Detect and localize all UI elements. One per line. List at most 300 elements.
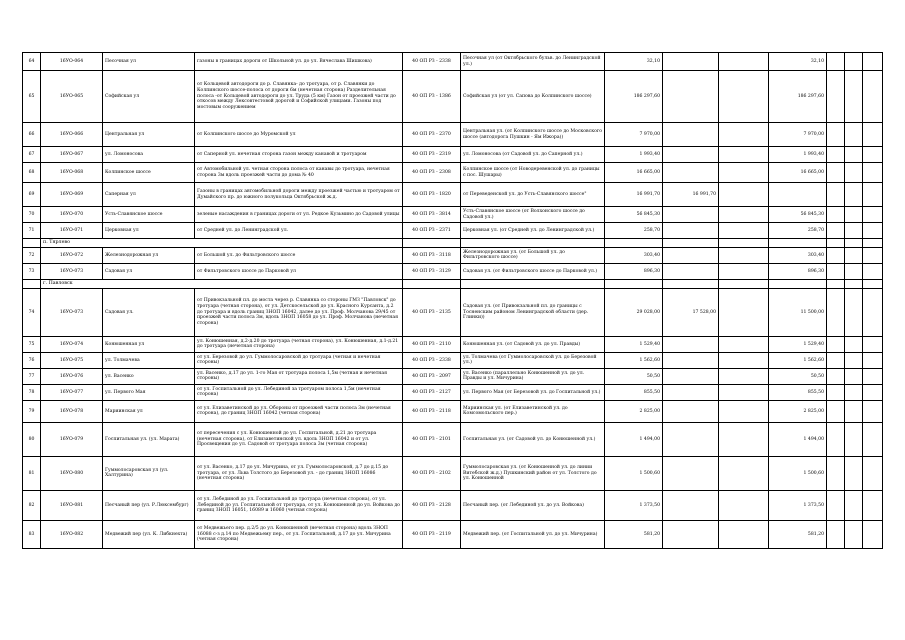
- street-name: ул. Толмачева: [103, 352, 195, 368]
- empty-cell: [863, 288, 883, 336]
- total-area: 896,30: [605, 263, 663, 279]
- road-boundaries: Гуммолосаровская ул. (от Конюшенной ул. до линии Витебской ж.д.) Пушкинский район от ул. Толстого до ул. Конюшенной: [461, 456, 605, 490]
- row-number: 70: [23, 207, 41, 223]
- total-area: 581,20: [605, 520, 663, 548]
- empty-cell: [863, 71, 883, 123]
- empty-cell: [827, 456, 845, 490]
- total-area: 1 500,60: [605, 456, 663, 490]
- empty-cell: [845, 207, 863, 223]
- street-name: Медвежий пер (ул. К. Либкнехта): [103, 520, 195, 548]
- empty-cell: [863, 368, 883, 384]
- total-area: 1 494,00: [605, 422, 663, 456]
- road-registry-number: 40 ОП РЗ - 2338: [403, 53, 461, 71]
- road-registry-number: 40 ОП РЗ - 2338: [403, 352, 461, 368]
- total-area: 29 028,00: [605, 288, 663, 336]
- empty-cell: [845, 352, 863, 368]
- row-number: 83: [23, 520, 41, 548]
- street-name: ул. Первого Мая: [103, 384, 195, 400]
- area-description: от Саперной ул. нечетная сторона газон между канавой и тротуаром: [195, 147, 403, 163]
- road-boundaries: Садовая ул. (от Фильтровского шоссе до Парковой ул.): [461, 263, 605, 279]
- road-boundaries: Медвежий пер. (от Госпитальной ул. до ул. Мичурина): [461, 520, 605, 548]
- road-registry-number: 40 ОП РЗ - 3129: [403, 263, 461, 279]
- area-col-4: 2 825,00: [769, 400, 827, 422]
- road-registry-number: 40 ОП РЗ - 2370: [403, 123, 461, 147]
- area-description: от ул. Лебединой до ул. Госпитальной до тротуара (нечетная сторона), от ул. Лебединой до ул. Госпитальной от тротуара, от ул. Конюшенной до ул. Войкова до границ ЗНОП 16051, 16089 и 16060 (четная сторона): [195, 490, 403, 520]
- section-spacer: [23, 239, 41, 248]
- area-col-2: [663, 71, 719, 123]
- area-col-3: [719, 368, 769, 384]
- area-col-3: [719, 456, 769, 490]
- object-code: 16УО-077: [41, 384, 103, 400]
- section-label: п. Тярлево: [41, 239, 403, 248]
- empty-cell: [845, 183, 863, 207]
- area-col-2: [663, 368, 719, 384]
- empty-cell: [769, 239, 827, 248]
- table-row: [23, 53, 883, 71]
- row-number: 74: [23, 288, 41, 336]
- area-col-3: [719, 207, 769, 223]
- empty-cell: [827, 422, 845, 456]
- table-row: [23, 422, 883, 456]
- object-code: 16УО-082: [41, 520, 103, 548]
- object-code: 16УО-080: [41, 456, 103, 490]
- area-col-4: 56 845,30: [769, 207, 827, 223]
- road-registry-number: 40 ОП РЗ - 2371: [403, 223, 461, 239]
- area-col-2: [663, 147, 719, 163]
- total-area: 1 529,40: [605, 336, 663, 352]
- area-col-2: [663, 263, 719, 279]
- empty-cell: [863, 422, 883, 456]
- empty-cell: [827, 71, 845, 123]
- total-area: 186 297,60: [605, 71, 663, 123]
- area-col-3: [719, 384, 769, 400]
- object-code: 16УО-073: [41, 288, 103, 336]
- area-description: от Большой ул. до Фильтровского шоссе: [195, 247, 403, 263]
- street-name: Усть-Славянское шоссе: [103, 207, 195, 223]
- road-boundaries: ул. Васенко (параллельно Конюшенной ул. до ул. Правды и ул. Мичурина): [461, 368, 605, 384]
- empty-cell: [827, 223, 845, 239]
- road-registry-number: 40 ОП РЗ - 2127: [403, 384, 461, 400]
- road-boundaries: ул. Толмачева (от Гуммолосаровской ул. до Березовой ул.): [461, 352, 605, 368]
- empty-cell: [827, 247, 845, 263]
- object-code: 16УО-066: [41, 123, 103, 147]
- road-boundaries: Усть-Славянское шоссе (от Волхонского шоссе до Садовой ул.): [461, 207, 605, 223]
- total-area: 16 665,00: [605, 163, 663, 183]
- table-body: [23, 53, 883, 549]
- object-code: 16УО-065: [41, 71, 103, 123]
- empty-cell: [863, 163, 883, 183]
- area-description: зеленые насаждения в границах дороги от ул. Редкое Кузьмино до Садовой улицы: [195, 207, 403, 223]
- table-row: [23, 288, 883, 336]
- empty-cell: [461, 279, 605, 288]
- empty-cell: [845, 490, 863, 520]
- row-number: 66: [23, 123, 41, 147]
- total-area: 56 845,30: [605, 207, 663, 223]
- road-registry-number: 40 ОП РЗ - 2110: [403, 336, 461, 352]
- empty-cell: [719, 279, 769, 288]
- object-code: 16УО-064: [41, 53, 103, 71]
- section-spacer: [23, 279, 41, 288]
- street-name: Мариинская ул: [103, 400, 195, 422]
- road-registry-number: 40 ОП РЗ - 2101: [403, 422, 461, 456]
- area-col-4: 1 993,40: [769, 147, 827, 163]
- object-code: 16УО-078: [41, 400, 103, 422]
- empty-cell: [845, 147, 863, 163]
- empty-cell: [827, 384, 845, 400]
- table-row: [23, 123, 883, 147]
- road-registry-number: 40 ОП РЗ - 2119: [403, 520, 461, 548]
- empty-cell: [845, 263, 863, 279]
- area-col-3: [719, 490, 769, 520]
- empty-cell: [845, 422, 863, 456]
- area-col-2: [663, 123, 719, 147]
- total-area: 7 970,00: [605, 123, 663, 147]
- section-row: [23, 279, 883, 288]
- empty-cell: [605, 239, 663, 248]
- row-number: 73: [23, 263, 41, 279]
- empty-cell: [769, 279, 827, 288]
- empty-cell: [827, 207, 845, 223]
- street-name: Церковная ул: [103, 223, 195, 239]
- area-col-2: [663, 223, 719, 239]
- road-registry-number: 40 ОП РЗ - 1820: [403, 183, 461, 207]
- street-name: Гуммолосаровская ул (ул. Халтурина): [103, 456, 195, 490]
- street-name: Железнодорожная ул: [103, 247, 195, 263]
- area-col-2: [663, 384, 719, 400]
- street-name: Центральная ул: [103, 123, 195, 147]
- empty-cell: [827, 123, 845, 147]
- object-code: 16УО-072: [41, 247, 103, 263]
- area-description: от Колпинского шоссе до Муромской ул: [195, 123, 403, 147]
- table-row: [23, 336, 883, 352]
- empty-cell: [403, 279, 461, 288]
- object-code: 16УО-081: [41, 490, 103, 520]
- empty-cell: [845, 163, 863, 183]
- object-code: 16УО-067: [41, 147, 103, 163]
- road-registry-number: 40 ОП РЗ - 1386: [403, 71, 461, 123]
- object-code: 16УО-079: [41, 422, 103, 456]
- road-registry-number: 40 ОП РЗ - 2118: [403, 400, 461, 422]
- empty-cell: [845, 123, 863, 147]
- road-boundaries: ул. Первого Мая (от Березовой ул. до Госпитальной ул.): [461, 384, 605, 400]
- table-row: [23, 71, 883, 123]
- area-col-2: [663, 336, 719, 352]
- area-col-4: [769, 183, 827, 207]
- total-area: 32,10: [605, 53, 663, 71]
- empty-cell: [863, 384, 883, 400]
- area-col-3: [719, 422, 769, 456]
- street-name: ул. Ломоносова: [103, 147, 195, 163]
- row-number: 67: [23, 147, 41, 163]
- area-description: от Фильтровского шоссе до Парковой ул: [195, 263, 403, 279]
- row-number: 69: [23, 183, 41, 207]
- area-description: от Кольцевой автодороги до р. Славянка- до тротуара, от р. Славянки до Колпинского шоссе-полоса от дороги 6м (нечетная сторона) Разделительная полоса -от Кольцевой автодороги до ул. Труда (5 км) Газон от проезжей части до откосов между Лексовтестовой дорогой и Софийской улицами. Газоны под мостовым сооружением: [195, 71, 403, 123]
- empty-cell: [827, 400, 845, 422]
- empty-cell: [863, 53, 883, 71]
- empty-cell: [863, 223, 883, 239]
- table-row: [23, 207, 883, 223]
- table-row: [23, 456, 883, 490]
- area-col-3: [719, 223, 769, 239]
- object-code: 16УО-068: [41, 163, 103, 183]
- area-col-4: 16 665,00: [769, 163, 827, 183]
- empty-cell: [827, 490, 845, 520]
- area-col-2: [663, 422, 719, 456]
- road-registry-number: 40 ОП РЗ - 2128: [403, 490, 461, 520]
- area-col-2: [663, 53, 719, 71]
- street-name: Саперная ул: [103, 183, 195, 207]
- road-registry-number: 40 ОП РЗ - 3814: [403, 207, 461, 223]
- area-col-4: 186 297,60: [769, 71, 827, 123]
- table-row: [23, 247, 883, 263]
- empty-cell: [605, 279, 663, 288]
- road-boundaries: Садовая ул. (от Привокзальной пл. до границы с Тосненским районом Ленинградской области (дер. Глинки)): [461, 288, 605, 336]
- empty-cell: [663, 239, 719, 248]
- road-registry-number: 40 ОП РЗ - 2097: [403, 368, 461, 384]
- table-row: [23, 520, 883, 548]
- area-col-3: [719, 336, 769, 352]
- empty-cell: [863, 336, 883, 352]
- empty-cell: [845, 456, 863, 490]
- road-registry-number: 40 ОП РЗ - 2319: [403, 147, 461, 163]
- area-description: от пересечения с ул. Конюшенной до ул. Госпитальной, д.21 до тротуара (нечетная сторона), от Елизаветинской ул. вдоль ЗНОП 16042 и от ул. Просвещения до ул. Садовой от тротуара полоса 3м (четная сторона): [195, 422, 403, 456]
- street-name: Садовая ул.: [103, 288, 195, 336]
- object-code: 16УО-074: [41, 336, 103, 352]
- road-boundaries: Госпитальная ул. (от Садовой ул. до Конюшенной ул.): [461, 422, 605, 456]
- row-number: 82: [23, 490, 41, 520]
- area-col-4: 258,70: [769, 223, 827, 239]
- area-col-3: [719, 288, 769, 336]
- total-area: 1 993,40: [605, 147, 663, 163]
- empty-cell: [863, 207, 883, 223]
- table-row: [23, 183, 883, 207]
- area-col-3: [719, 400, 769, 422]
- road-boundaries: Колпинское шоссе (от Новодеревенской ул. до границы с пос. Шушары): [461, 163, 605, 183]
- row-number: 65: [23, 71, 41, 123]
- empty-cell: [863, 520, 883, 548]
- area-description: от Медвежьего пер. д.2/5 до ул. Конюшенной (нечетная сторона) вдоль ЗНОП 16088 с-з д.14 по Медвежьему пер., от ул. Госпитальной, д.17 до ул. Мичурина (четная сторона): [195, 520, 403, 548]
- street-name: Садовая ул: [103, 263, 195, 279]
- empty-cell: [845, 247, 863, 263]
- total-area: 303,40: [605, 247, 663, 263]
- road-registry-number: 40 ОП РЗ - 2308: [403, 163, 461, 183]
- row-number: 64: [23, 53, 41, 71]
- empty-cell: [863, 247, 883, 263]
- area-col-4: 303,40: [769, 247, 827, 263]
- area-col-2: 16 991,70: [663, 183, 719, 207]
- area-col-3: [719, 352, 769, 368]
- empty-cell: [863, 279, 883, 288]
- empty-cell: [845, 279, 863, 288]
- row-number: 76: [23, 352, 41, 368]
- object-code: 16УО-070: [41, 207, 103, 223]
- area-col-4: 50,50: [769, 368, 827, 384]
- empty-cell: [863, 147, 883, 163]
- area-col-2: [663, 247, 719, 263]
- empty-cell: [845, 53, 863, 71]
- empty-cell: [827, 53, 845, 71]
- total-area: 855,50: [605, 384, 663, 400]
- street-name: Песчаный пер (ул. Р.Люксембург): [103, 490, 195, 520]
- empty-cell: [863, 400, 883, 422]
- road-boundaries: Песочная ул (от Октябрьского бульв. до Ленинградской ул.): [461, 53, 605, 71]
- row-number: 72: [23, 247, 41, 263]
- table-row: [23, 384, 883, 400]
- area-col-4: 1 494,00: [769, 422, 827, 456]
- total-area: 1 373,50: [605, 490, 663, 520]
- section-label: г. Павловск: [41, 279, 403, 288]
- row-number: 80: [23, 422, 41, 456]
- empty-cell: [863, 183, 883, 207]
- area-description: от ул. Госпитальной до ул. Лебединой за тротуаром полоса 1,5м (нечетная сторона): [195, 384, 403, 400]
- row-number: 81: [23, 456, 41, 490]
- area-col-3: [719, 183, 769, 207]
- empty-cell: [827, 147, 845, 163]
- empty-cell: [845, 71, 863, 123]
- empty-cell: [845, 520, 863, 548]
- row-number: 75: [23, 336, 41, 352]
- area-col-3: [719, 71, 769, 123]
- object-code: 16УО-069: [41, 183, 103, 207]
- area-col-4: 1 529,40: [769, 336, 827, 352]
- empty-cell: [863, 352, 883, 368]
- road-boundaries: ул. Ломоносова (от Садовой ул. до Саперной ул.): [461, 147, 605, 163]
- empty-cell: [827, 520, 845, 548]
- street-name: ул. Васенко: [103, 368, 195, 384]
- row-number: 68: [23, 163, 41, 183]
- empty-cell: [461, 239, 605, 248]
- empty-cell: [845, 336, 863, 352]
- empty-cell: [827, 279, 845, 288]
- total-area: 1 562,60: [605, 352, 663, 368]
- area-col-3: [719, 163, 769, 183]
- area-description: ул. Конюшенная, д.2-д.20 до тротуара (четная сторона), ул. Конюшенная, д.1-д.21 до тротуара (нечетная сторона): [195, 336, 403, 352]
- road-boundaries: Конюшенная ул. (от Садовой ул. до ул. Правды): [461, 336, 605, 352]
- empty-cell: [827, 288, 845, 336]
- area-description: от ул. Березовой до ул. Гуммолосаровской до тротуара (четная и нечетная стороны): [195, 352, 403, 368]
- object-code: 16УО-071: [41, 223, 103, 239]
- empty-cell: [845, 223, 863, 239]
- empty-cell: [403, 239, 461, 248]
- empty-cell: [827, 352, 845, 368]
- table-row: [23, 490, 883, 520]
- empty-cell: [845, 384, 863, 400]
- area-col-4: 1 562,60: [769, 352, 827, 368]
- road-boundaries: Софийская ул (от ул. Сапова до Колпинского шоссе): [461, 71, 605, 123]
- area-description: от ул. Васенко, д.17 до ул. Мичурина, от ул. Гуммолосаровской, д.7 до д.15 до тротуара, от ул. Льва Толстого до Березовой ул. - до границ ЗНОП 16086 (нечетная сторона): [195, 456, 403, 490]
- empty-cell: [827, 368, 845, 384]
- road-boundaries: Церковная ул. (от Средней ул. до Ленинградской ул.): [461, 223, 605, 239]
- area-col-2: [663, 207, 719, 223]
- empty-cell: [845, 239, 863, 248]
- area-col-4: 1 373,50: [769, 490, 827, 520]
- area-description: ул. Васенко, д.17 до ул. 1-го Мая от тротуара полоса 1,5м (четная и нечетная стороны): [195, 368, 403, 384]
- area-col-2: [663, 163, 719, 183]
- area-description: от Автомобильной ул. четная сторона полоса от канавы до тротуара, нечетная сторона 3м вдоль проезжей части до дома № 40: [195, 163, 403, 183]
- row-number: 79: [23, 400, 41, 422]
- area-col-4: 581,20: [769, 520, 827, 548]
- area-col-3: [719, 53, 769, 71]
- area-col-4: 896,30: [769, 263, 827, 279]
- area-col-3: [719, 147, 769, 163]
- table-row: [23, 368, 883, 384]
- road-boundaries: Центральная ул. (от Колпинского шоссе до Московского шоссе (автодорога Пушкин - Ям Ижора)): [461, 123, 605, 147]
- area-col-3: [719, 263, 769, 279]
- area-col-4: 32,10: [769, 53, 827, 71]
- area-description: Газоны в границах автомобильной дороги между проезжей частью и тротуаром от Думайского пр. до южного полукольца Октябрьской ж.д.: [195, 183, 403, 207]
- area-col-4: 11 500,00: [769, 288, 827, 336]
- empty-cell: [827, 183, 845, 207]
- road-boundaries: Мариинская ул. (от Елизаветинской ул. до Комсомольского пер.): [461, 400, 605, 422]
- empty-cell: [827, 239, 845, 248]
- empty-cell: [845, 400, 863, 422]
- road-registry-number: 40 ОП РЗ - 2102: [403, 456, 461, 490]
- area-col-2: [663, 400, 719, 422]
- area-col-4: 7 970,00: [769, 123, 827, 147]
- area-description: газоны в границах дороги от Школьной ул. до ул. Вячеслава Шишкова): [195, 53, 403, 71]
- area-col-3: [719, 520, 769, 548]
- empty-cell: [845, 288, 863, 336]
- empty-cell: [719, 239, 769, 248]
- area-col-3: [719, 123, 769, 147]
- road-registry-number: 40 ОП РЗ - 3118: [403, 247, 461, 263]
- empty-cell: [863, 456, 883, 490]
- row-number: 77: [23, 368, 41, 384]
- street-name: Софийская ул: [103, 71, 195, 123]
- table-row: [23, 147, 883, 163]
- road-registry-number: 40 ОП РЗ - 2135: [403, 288, 461, 336]
- empty-cell: [863, 123, 883, 147]
- empty-cell: [863, 239, 883, 248]
- empty-cell: [863, 490, 883, 520]
- area-col-2: 17 528,00: [663, 288, 719, 336]
- row-number: 78: [23, 384, 41, 400]
- table-row: [23, 400, 883, 422]
- road-boundaries: от Переведенской ул. до Усть-Славянского шоссе": [461, 183, 605, 207]
- area-description: от ул. Елизаветинской до ул. Обороны от проезжей части полоса 3м (нечетная сторона), до границ ЗНОП 16042 (четная сторона): [195, 400, 403, 422]
- area-col-4: 855,50: [769, 384, 827, 400]
- area-col-4: 1 500,60: [769, 456, 827, 490]
- road-boundaries: Песчаный пер. (от Лебединой ул. до ул. Войкова): [461, 490, 605, 520]
- empty-cell: [845, 368, 863, 384]
- street-name: Колпинское шоссе: [103, 163, 195, 183]
- object-code: 16УО-073: [41, 263, 103, 279]
- empty-cell: [663, 279, 719, 288]
- street-name: Госпитальная ул. (ул. Марата): [103, 422, 195, 456]
- street-name: Песочная ул: [103, 53, 195, 71]
- object-code: 16УО-076: [41, 368, 103, 384]
- area-description: от Привокзальной пл. до моста через р. Славянка со стороны ГМЗ "Павловск" до тротуара (четная сторона), от ул. Детскосельской до ул. Красного Курсанта, д.2 до тротуара и вдоль границ ЗНОП 16042, далее до ул. Проф. Молчанова 29/45 от проезжей части полоса 3м, вдоль ЗНОП 16058 до ул. Проф. Молчанова (нечетная сторона): [195, 288, 403, 336]
- total-area: 258,70: [605, 223, 663, 239]
- row-number: 71: [23, 223, 41, 239]
- area-col-2: [663, 520, 719, 548]
- street-name: Конюшенная ул: [103, 336, 195, 352]
- green-areas-table: [22, 52, 883, 549]
- empty-cell: [827, 336, 845, 352]
- empty-cell: [863, 263, 883, 279]
- empty-cell: [827, 163, 845, 183]
- table-row: [23, 352, 883, 368]
- empty-cell: [827, 263, 845, 279]
- area-col-3: [719, 247, 769, 263]
- total-area: 2 825,00: [605, 400, 663, 422]
- total-area: 16 991,70: [605, 183, 663, 207]
- table-row: [23, 163, 883, 183]
- object-code: 16УО-075: [41, 352, 103, 368]
- area-description: от Средней ул. до Ленинградской ул.: [195, 223, 403, 239]
- area-col-2: [663, 352, 719, 368]
- total-area: 50,50: [605, 368, 663, 384]
